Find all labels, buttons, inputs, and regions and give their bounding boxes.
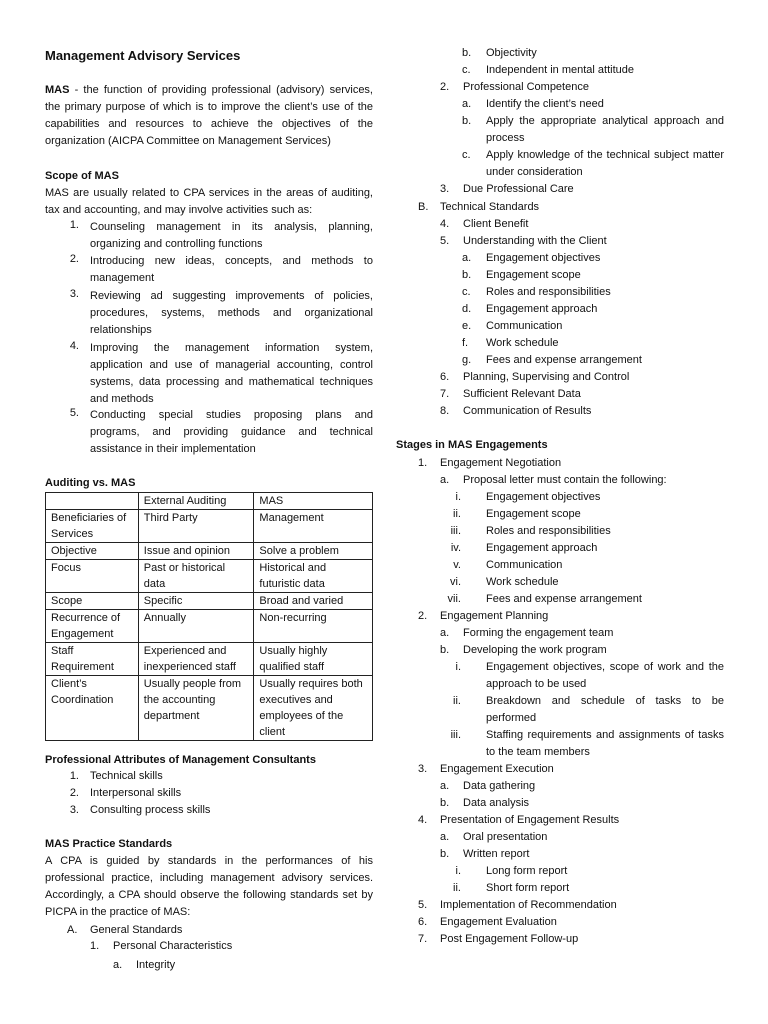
table-cell: Solve a problem xyxy=(254,543,373,560)
list-mark: iv. xyxy=(450,542,461,554)
table-header-cell: MAS xyxy=(254,493,373,510)
list-mark: 8. xyxy=(440,405,450,417)
std-a-mark: A. xyxy=(67,924,78,936)
list-mark: 5. xyxy=(440,235,450,247)
scope-heading: Scope of MAS xyxy=(45,170,119,182)
list-mark: 7. xyxy=(440,388,450,400)
list-mark: c. xyxy=(462,64,471,76)
list-mark: 1. xyxy=(418,457,428,469)
list-mark: B. xyxy=(418,201,429,213)
mas-definition-text: - the function of providing professional (advisory) services, the primary purpose of which is to improve the client’s use of the capabilities and resources to achieve the objectives of the organization (AICPA Committee on Management Services) xyxy=(45,84,373,147)
scope-item-text: Counseling management in its analysis, planning, organizing and controlling functions xyxy=(90,221,373,250)
list-mark: 7. xyxy=(418,933,428,945)
list-text: Forming the engagement team xyxy=(463,627,614,639)
scope-item-number: 4. xyxy=(69,340,79,352)
list-text: Engagement Execution xyxy=(440,763,554,775)
table-cell: Beneficiaries of Services xyxy=(46,510,139,543)
list-text: Fees and expense arrangement xyxy=(486,354,642,366)
list-mark: b. xyxy=(462,269,472,281)
std-a1-mark: 1. xyxy=(90,940,100,952)
list-mark: iii. xyxy=(450,729,461,741)
list-mark: a. xyxy=(462,252,472,264)
table-header-cell: External Auditing xyxy=(138,493,254,510)
std-a1a-text: Integrity xyxy=(136,959,176,971)
list-text: Engagement Planning xyxy=(440,610,549,622)
table-row xyxy=(46,610,373,643)
list-text: Engagement Evaluation xyxy=(440,916,557,928)
list-text: Staffing requirements and assignments of tasks to the team members xyxy=(486,729,724,758)
table-cell: Experienced and inexperienced staff xyxy=(138,643,254,676)
scope-intro: MAS are usually related to CPA services in the areas of auditing, tax and accounting, and may involve activities such as: xyxy=(45,187,373,216)
auditing-vs-mas-table xyxy=(45,492,373,741)
list-mark: 4. xyxy=(440,218,450,230)
table-cell: Usually people from the accounting department xyxy=(138,676,254,741)
table-cell: Management xyxy=(254,510,373,543)
table-cell: Usually highly qualified staff xyxy=(254,643,373,676)
list-text: Engagement objectives xyxy=(486,491,601,503)
table-row xyxy=(46,560,373,593)
attribute-number: 1. xyxy=(69,770,79,782)
scope-item-number: 3. xyxy=(69,288,79,300)
list-text: Sufficient Relevant Data xyxy=(463,388,581,400)
list-text: Data gathering xyxy=(463,780,536,792)
list-mark: 5. xyxy=(418,899,428,911)
list-mark: ii. xyxy=(453,695,461,707)
table-cell: Annually xyxy=(138,610,254,643)
table-row xyxy=(46,593,373,610)
list-mark: b. xyxy=(462,115,472,127)
table-cell: Recurrence of Engagement xyxy=(46,610,139,643)
attribute-text: Interpersonal skills xyxy=(90,787,182,799)
attribute-text: Technical skills xyxy=(90,770,163,782)
list-text: Developing the work program xyxy=(463,644,607,656)
table-cell: Past or historical data xyxy=(138,560,254,593)
list-text: Professional Competence xyxy=(463,81,589,93)
table-cell: Usually requires both executives and employees of the client xyxy=(254,676,373,741)
list-mark: b. xyxy=(440,797,450,809)
list-text: Objectivity xyxy=(486,47,537,59)
list-mark: c. xyxy=(462,149,471,161)
attribute-number: 2. xyxy=(69,787,79,799)
list-text: Apply knowledge of the technical subject matter under consideration xyxy=(486,149,724,178)
table-row xyxy=(46,510,373,543)
list-mark: i. xyxy=(455,865,461,877)
list-text: Planning, Supervising and Control xyxy=(463,371,630,383)
list-text: Identify the client’s need xyxy=(486,98,604,110)
list-text: Communication of Results xyxy=(463,405,592,417)
list-mark: a. xyxy=(440,474,450,486)
list-text: Client Benefit xyxy=(463,218,529,230)
list-text: Short form report xyxy=(486,882,570,894)
list-text: Due Professional Care xyxy=(463,183,574,195)
list-mark: e. xyxy=(462,320,472,332)
std-a1-text: Personal Characteristics xyxy=(113,940,233,952)
list-text: Engagement scope xyxy=(486,508,581,520)
auditing-vs-mas-heading: Auditing vs. MAS xyxy=(45,477,136,489)
list-text: Work schedule xyxy=(486,337,559,349)
list-mark: i. xyxy=(455,661,461,673)
list-text: Written report xyxy=(463,848,530,860)
table-cell: Broad and varied xyxy=(254,593,373,610)
scope-item-text: Conducting special studies proposing plans and programs, and providing guidance and technical assistance in their implementation xyxy=(90,409,373,455)
list-text: Long form report xyxy=(486,865,568,877)
std-a1a-mark: a. xyxy=(113,959,123,971)
list-mark: b. xyxy=(462,47,472,59)
table-cell: Staff Requirement xyxy=(46,643,139,676)
table-cell: Third Party xyxy=(138,510,254,543)
list-mark: iii. xyxy=(450,525,461,537)
scope-item-number: 2. xyxy=(69,253,79,265)
list-text: Engagement Negotiation xyxy=(440,457,562,469)
practice-standards-text: A CPA is guided by standards in the performances of his professional practice, including management advisory services. Accordingly, a CPA should observe the following standards set by PICPA in the practice of MAS: xyxy=(45,855,373,918)
list-text: Proposal letter must contain the following: xyxy=(463,474,667,486)
list-mark: 3. xyxy=(440,183,450,195)
mas-term: MAS xyxy=(45,84,70,96)
list-text: Engagement scope xyxy=(486,269,581,281)
list-mark: v. xyxy=(453,559,461,571)
list-text: Data analysis xyxy=(463,797,530,809)
list-text: Engagement objectives, scope of work and the approach to be used xyxy=(486,661,724,690)
scope-item-number: 5. xyxy=(69,407,79,419)
list-mark: c. xyxy=(462,286,471,298)
list-text: Work schedule xyxy=(486,576,559,588)
table-cell: Issue and opinion xyxy=(138,543,254,560)
table-cell: Historical and futuristic data xyxy=(254,560,373,593)
list-text: Breakdown and schedule of tasks to be performed xyxy=(486,695,724,724)
list-mark: 4. xyxy=(418,814,428,826)
list-text: Post Engagement Follow-up xyxy=(440,933,579,945)
list-mark: a. xyxy=(462,98,472,110)
scope-item-number: 1. xyxy=(69,219,79,231)
list-text: Engagement approach xyxy=(486,303,598,315)
page-title: Management Advisory Services xyxy=(45,48,241,63)
list-mark: i. xyxy=(455,491,461,503)
table-cell: Focus xyxy=(46,560,139,593)
list-mark: 3. xyxy=(418,763,428,775)
list-mark: vii. xyxy=(447,593,461,605)
table-cell: Non-recurring xyxy=(254,610,373,643)
attributes-heading: Professional Attributes of Management Consultants xyxy=(45,754,316,766)
list-text: Understanding with the Client xyxy=(463,235,607,247)
list-mark: d. xyxy=(462,303,472,315)
table-row xyxy=(46,543,373,560)
list-mark: a. xyxy=(440,831,450,843)
list-mark: b. xyxy=(440,848,450,860)
table-header-cell xyxy=(46,493,139,510)
list-text: Fees and expense arrangement xyxy=(486,593,642,605)
list-mark: vi. xyxy=(450,576,461,588)
list-text: Technical Standards xyxy=(440,201,540,213)
mas-definition xyxy=(45,82,373,150)
list-mark: g. xyxy=(462,354,472,366)
list-mark: a. xyxy=(440,627,450,639)
list-mark: f. xyxy=(462,337,469,349)
table-row xyxy=(46,643,373,676)
list-mark: ii. xyxy=(453,882,461,894)
list-mark: 2. xyxy=(418,610,428,622)
list-mark: ii. xyxy=(453,508,461,520)
list-text: Oral presentation xyxy=(463,831,548,843)
list-mark: 6. xyxy=(440,371,450,383)
table-cell: Objective xyxy=(46,543,139,560)
list-mark: b. xyxy=(440,644,450,656)
list-text: Apply the appropriate analytical approach and process xyxy=(486,115,724,144)
attribute-number: 3. xyxy=(69,804,79,816)
table-cell: Client’s Coordination xyxy=(46,676,139,741)
table-header-row xyxy=(46,493,373,510)
list-text: Independent in mental attitude xyxy=(486,64,635,76)
stages-heading: Stages in MAS Engagements xyxy=(396,439,548,451)
scope-item-text: Reviewing ad suggesting improvements of policies, procedures, systems, methods and organizational relationships xyxy=(90,290,373,336)
table-row xyxy=(46,676,373,741)
attribute-text: Consulting process skills xyxy=(90,804,211,816)
std-a-text: General Standards xyxy=(90,924,183,936)
table-cell: Scope xyxy=(46,593,139,610)
list-text: Implementation of Recommendation xyxy=(440,899,617,911)
list-text: Communication xyxy=(486,559,563,571)
list-text: Presentation of Engagement Results xyxy=(440,814,620,826)
scope-item-text: Introducing new ideas, concepts, and methods to management xyxy=(90,255,373,284)
list-text: Roles and responsibilities xyxy=(486,525,611,537)
list-text: Engagement objectives xyxy=(486,252,601,264)
scope-item-text: Improving the management information system, application and use of managerial accounting, control systems, data processing and mathematical techniques and methods xyxy=(90,342,373,405)
practice-standards-heading: MAS Practice Standards xyxy=(45,838,173,850)
list-text: Communication xyxy=(486,320,563,332)
list-mark: a. xyxy=(440,780,450,792)
list-text: Engagement approach xyxy=(486,542,598,554)
list-text: Roles and responsibilities xyxy=(486,286,611,298)
list-mark: 6. xyxy=(418,916,428,928)
list-mark: 2. xyxy=(440,81,450,93)
table-cell: Specific xyxy=(138,593,254,610)
